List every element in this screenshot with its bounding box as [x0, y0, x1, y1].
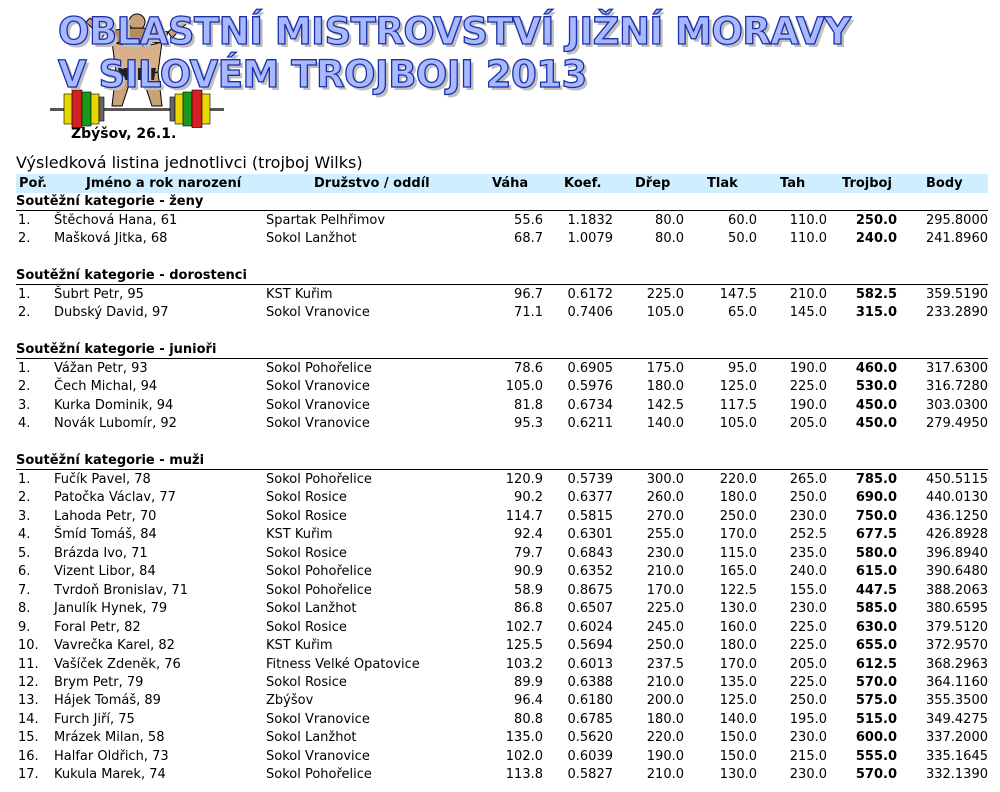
- cell-bench: 122.5: [719, 582, 757, 598]
- cell-squat: 190.0: [646, 748, 684, 764]
- cell-name: Vizent Libor, 84: [54, 564, 156, 580]
- cell-squat: 170.0: [646, 582, 684, 598]
- cell-name: Vážan Petr, 93: [54, 361, 148, 376]
- cell-points: 233.2890: [925, 305, 988, 321]
- cell-points: 450.5115: [925, 472, 988, 487]
- cell-bench: 95.0: [728, 361, 757, 376]
- cell-team: Sokol Rosice: [266, 545, 347, 561]
- cell-deadlift: 190.0: [789, 397, 827, 413]
- cell-coef: 1.1832: [567, 213, 613, 228]
- cell-deadlift: 190.0: [789, 361, 827, 376]
- table-row: [16, 638, 988, 656]
- place-date: Zbýšov, 26.1.: [71, 126, 177, 142]
- cell-deadlift: 250.0: [789, 693, 827, 709]
- cell-points: 380.6595: [925, 601, 988, 617]
- cell-total: 655.0: [855, 638, 897, 654]
- table-row: [16, 583, 988, 601]
- cell-total: 250.0: [855, 213, 897, 228]
- cell-name: Brym Petr, 79: [54, 674, 144, 690]
- cell-total: 580.0: [855, 545, 897, 561]
- cell-total: 600.0: [855, 730, 897, 746]
- cell-deadlift: 225.0: [789, 619, 827, 635]
- cell-deadlift: 230.0: [789, 601, 827, 617]
- cell-bench: 170.0: [719, 527, 757, 543]
- cell-points: 436.1250: [925, 508, 988, 524]
- table-row: [16, 767, 988, 785]
- cell-team: Sokol Vranovice: [266, 379, 370, 395]
- cell-squat: 210.0: [646, 564, 684, 580]
- category-divider: [16, 284, 988, 285]
- cell-rank: 17.: [18, 767, 39, 783]
- cell-points: 379.5120: [925, 619, 988, 635]
- cell-bench: 250.0: [719, 508, 757, 524]
- cell-team: Sokol Pohořelice: [266, 472, 372, 487]
- table-row: [16, 509, 988, 527]
- cell-points: 337.2000: [925, 730, 988, 746]
- cell-deadlift: 240.0: [789, 564, 827, 580]
- cell-deadlift: 110.0: [789, 213, 827, 228]
- col-header-name: Jméno a rok narození: [86, 176, 242, 191]
- cell-rank: 10.: [18, 638, 39, 654]
- cell-deadlift: 252.5: [789, 527, 827, 543]
- cell-name: Kurka Dominik, 94: [54, 397, 174, 413]
- cell-name: Furch Jiří, 75: [54, 711, 135, 727]
- cell-rank: 2.: [18, 305, 31, 321]
- cell-coef: 0.5827: [567, 767, 613, 783]
- cell-team: Sokol Vranovice: [266, 748, 370, 764]
- cell-bench: 117.5: [719, 397, 757, 413]
- table-row: [16, 472, 988, 490]
- cell-name: Čech Michal, 94: [54, 379, 158, 395]
- table-row: [16, 749, 988, 767]
- col-header-team: Družstvo / oddíl: [314, 176, 430, 191]
- table-row: [16, 361, 988, 379]
- cell-coef: 0.6377: [567, 490, 613, 506]
- cell-weight: 114.7: [505, 508, 543, 524]
- cell-coef: 0.6172: [567, 287, 613, 302]
- cell-name: Halfar Oldřich, 73: [54, 748, 169, 764]
- cell-rank: 4.: [18, 527, 31, 543]
- cell-coef: 0.8675: [567, 582, 613, 598]
- cell-weight: 78.6: [514, 361, 543, 376]
- cell-weight: 90.2: [514, 490, 543, 506]
- cell-name: Fučík Pavel, 78: [54, 472, 151, 487]
- cell-rank: 2.: [18, 231, 31, 247]
- cell-coef: 0.7406: [567, 305, 613, 321]
- cell-coef: 0.5739: [567, 472, 613, 487]
- category-title: Soutěžní kategorie - junioři: [16, 342, 217, 357]
- cell-total: 240.0: [855, 231, 897, 247]
- col-header-squat: Dřep: [635, 176, 671, 191]
- col-header-rank: Poř.: [19, 176, 47, 191]
- table-row: [16, 416, 988, 434]
- cell-team: Sokol Lanžhot: [266, 231, 357, 247]
- cell-total: 582.5: [855, 287, 897, 302]
- table-row: [16, 398, 988, 416]
- cell-points: 359.5190: [925, 287, 988, 302]
- cell-points: 241.8960: [925, 231, 988, 247]
- cell-coef: 0.6180: [567, 693, 613, 709]
- cell-points: 440.0130: [925, 490, 988, 506]
- cell-total: 690.0: [855, 490, 897, 506]
- cell-rank: 16.: [18, 748, 39, 764]
- cell-points: 349.4275: [925, 711, 988, 727]
- cell-points: 355.3500: [925, 693, 988, 709]
- cell-bench: 150.0: [719, 730, 757, 746]
- cell-squat: 210.0: [646, 767, 684, 783]
- cell-total: 612.5: [855, 656, 897, 672]
- cell-team: Sokol Rosice: [266, 508, 347, 524]
- cell-squat: 225.0: [646, 287, 684, 302]
- event-title-line-2: V SILOVÉM TROJBOJI 2013: [58, 53, 587, 96]
- cell-squat: 230.0: [646, 545, 684, 561]
- cell-name: Patočka Václav, 77: [54, 490, 176, 506]
- cell-rank: 6.: [18, 564, 31, 580]
- category-divider: [16, 358, 988, 359]
- category-divider: [16, 210, 988, 211]
- cell-rank: 5.: [18, 545, 31, 561]
- cell-team: Sokol Pohořelice: [266, 361, 372, 376]
- cell-rank: 3.: [18, 508, 31, 524]
- cell-total: 630.0: [855, 619, 897, 635]
- results-heading: Výsledková listina jednotlivci (trojboj Wilks): [16, 153, 363, 172]
- cell-rank: 14.: [18, 711, 39, 727]
- cell-team: Sokol Rosice: [266, 490, 347, 506]
- cell-deadlift: 225.0: [789, 379, 827, 395]
- cell-squat: 175.0: [646, 361, 684, 376]
- cell-team: KST Kuřim: [266, 638, 333, 654]
- cell-name: Kukula Marek, 74: [54, 767, 166, 783]
- cell-bench: 125.0: [719, 693, 757, 709]
- cell-team: Sokol Vranovice: [266, 416, 370, 432]
- cell-team: Sokol Pohořelice: [266, 582, 372, 598]
- cell-bench: 180.0: [719, 490, 757, 506]
- cell-rank: 1.: [18, 213, 31, 228]
- cell-team: Sokol Vranovice: [266, 305, 370, 321]
- cell-total: 615.0: [855, 564, 897, 580]
- cell-weight: 80.8: [514, 711, 543, 727]
- cell-coef: 0.5694: [567, 638, 613, 654]
- cell-squat: 105.0: [646, 305, 684, 321]
- cell-rank: 2.: [18, 490, 31, 506]
- cell-bench: 135.0: [719, 674, 757, 690]
- table-row: [16, 546, 988, 564]
- cell-rank: 7.: [18, 582, 31, 598]
- cell-bench: 50.0: [728, 231, 757, 247]
- cell-weight: 113.8: [505, 767, 543, 783]
- cell-team: Sokol Lanžhot: [266, 730, 357, 746]
- cell-weight: 102.0: [505, 748, 543, 764]
- category-title: Soutěžní kategorie - muži: [16, 453, 205, 468]
- cell-team: KST Kuřim: [266, 527, 333, 543]
- table-row: [16, 675, 988, 693]
- cell-total: 515.0: [855, 711, 897, 727]
- table-row: [16, 620, 988, 638]
- cell-weight: 81.8: [514, 397, 543, 413]
- cell-weight: 125.5: [505, 638, 543, 654]
- cell-total: 530.0: [855, 379, 897, 395]
- cell-deadlift: 225.0: [789, 674, 827, 690]
- category-divider: [16, 469, 988, 470]
- cell-weight: 90.9: [514, 564, 543, 580]
- cell-bench: 65.0: [728, 305, 757, 321]
- table-row: [16, 490, 988, 508]
- col-header-coef: Koef.: [564, 176, 602, 191]
- table-row: [16, 379, 988, 397]
- cell-deadlift: 155.0: [789, 582, 827, 598]
- cell-team: Sokol Pohořelice: [266, 767, 372, 783]
- cell-deadlift: 205.0: [789, 656, 827, 672]
- cell-points: 279.4950: [925, 416, 988, 432]
- cell-bench: 150.0: [719, 748, 757, 764]
- cell-rank: 3.: [18, 397, 31, 413]
- cell-name: Vašíček Zdeněk, 76: [54, 656, 181, 672]
- cell-squat: 250.0: [646, 638, 684, 654]
- cell-team: Sokol Pohořelice: [266, 564, 372, 580]
- cell-total: 315.0: [855, 305, 897, 321]
- cell-team: Fitness Velké Opatovice: [266, 656, 420, 672]
- table-row: [16, 305, 988, 323]
- cell-squat: 270.0: [646, 508, 684, 524]
- cell-team: Sokol Rosice: [266, 674, 347, 690]
- cell-squat: 237.5: [646, 656, 684, 672]
- table-row: [16, 712, 988, 730]
- cell-coef: 0.6013: [567, 656, 613, 672]
- table-row: [16, 287, 988, 305]
- cell-bench: 220.0: [719, 472, 757, 487]
- cell-squat: 255.0: [646, 527, 684, 543]
- cell-squat: 142.5: [646, 397, 684, 413]
- cell-points: 303.0300: [925, 397, 988, 413]
- cell-bench: 147.5: [719, 287, 757, 302]
- cell-weight: 92.4: [514, 527, 543, 543]
- cell-total: 450.0: [855, 397, 897, 413]
- cell-team: Sokol Rosice: [266, 619, 347, 635]
- cell-squat: 225.0: [646, 601, 684, 617]
- table-row: [16, 213, 988, 231]
- cell-deadlift: 230.0: [789, 767, 827, 783]
- cell-squat: 220.0: [646, 730, 684, 746]
- cell-rank: 9.: [18, 619, 31, 635]
- cell-squat: 200.0: [646, 693, 684, 709]
- cell-rank: 12.: [18, 674, 39, 690]
- cell-bench: 170.0: [719, 656, 757, 672]
- cell-weight: 135.0: [505, 730, 543, 746]
- cell-total: 585.0: [855, 601, 897, 617]
- cell-weight: 86.8: [514, 601, 543, 617]
- cell-coef: 0.6388: [567, 674, 613, 690]
- cell-total: 785.0: [855, 472, 897, 487]
- cell-deadlift: 145.0: [789, 305, 827, 321]
- cell-rank: 1.: [18, 287, 31, 302]
- cell-squat: 80.0: [655, 231, 684, 247]
- cell-weight: 120.9: [505, 472, 543, 487]
- cell-coef: 0.6843: [567, 545, 613, 561]
- cell-bench: 165.0: [719, 564, 757, 580]
- cell-coef: 1.0079: [567, 231, 613, 247]
- cell-coef: 0.5815: [567, 508, 613, 524]
- cell-name: Vavrečka Karel, 82: [54, 638, 175, 654]
- cell-points: 388.2063: [925, 582, 988, 598]
- cell-deadlift: 265.0: [789, 472, 827, 487]
- cell-bench: 115.0: [719, 545, 757, 561]
- cell-points: 295.8000: [925, 213, 988, 228]
- cell-squat: 300.0: [646, 472, 684, 487]
- cell-bench: 130.0: [719, 601, 757, 617]
- cell-points: 332.1390: [925, 767, 988, 783]
- cell-deadlift: 250.0: [789, 490, 827, 506]
- cell-total: 570.0: [855, 767, 897, 783]
- cell-weight: 95.3: [514, 416, 543, 432]
- cell-rank: 1.: [18, 361, 31, 376]
- cell-name: Mrázek Milan, 58: [54, 730, 165, 746]
- cell-rank: 2.: [18, 379, 31, 395]
- cell-squat: 245.0: [646, 619, 684, 635]
- cell-coef: 0.6507: [567, 601, 613, 617]
- cell-points: 335.1645: [925, 748, 988, 764]
- cell-total: 447.5: [855, 582, 897, 598]
- cell-rank: 13.: [18, 693, 39, 709]
- cell-coef: 0.6905: [567, 361, 613, 376]
- col-header-points: Body: [926, 176, 963, 191]
- cell-squat: 180.0: [646, 711, 684, 727]
- cell-rank: 1.: [18, 472, 31, 487]
- cell-squat: 260.0: [646, 490, 684, 506]
- cell-deadlift: 205.0: [789, 416, 827, 432]
- cell-total: 575.0: [855, 693, 897, 709]
- cell-bench: 180.0: [719, 638, 757, 654]
- cell-weight: 55.6: [514, 213, 543, 228]
- cell-rank: 15.: [18, 730, 39, 746]
- cell-coef: 0.6352: [567, 564, 613, 580]
- cell-total: 460.0: [855, 361, 897, 376]
- cell-name: Brázda Ivo, 71: [54, 545, 148, 561]
- cell-name: Mašková Jitka, 68: [54, 231, 168, 247]
- cell-coef: 0.6024: [567, 619, 613, 635]
- cell-total: 570.0: [855, 674, 897, 690]
- cell-bench: 140.0: [719, 711, 757, 727]
- cell-total: 555.0: [855, 748, 897, 764]
- cell-points: 317.6300: [925, 361, 988, 376]
- cell-squat: 80.0: [655, 213, 684, 228]
- cell-total: 677.5: [855, 527, 897, 543]
- table-row: [16, 564, 988, 582]
- col-header-total: Trojboj: [842, 176, 892, 191]
- cell-weight: 105.0: [505, 379, 543, 395]
- cell-deadlift: 235.0: [789, 545, 827, 561]
- cell-weight: 79.7: [514, 545, 543, 561]
- cell-weight: 58.9: [514, 582, 543, 598]
- cell-name: Tvrdoň Bronislav, 71: [54, 582, 188, 598]
- cell-weight: 96.4: [514, 693, 543, 709]
- cell-bench: 125.0: [719, 379, 757, 395]
- cell-name: Štěchová Hana, 61: [54, 213, 178, 228]
- table-row: [16, 601, 988, 619]
- cell-coef: 0.5620: [567, 730, 613, 746]
- cell-deadlift: 225.0: [789, 638, 827, 654]
- cell-name: Novák Lubomír, 92: [54, 416, 177, 432]
- col-header-deadlift: Tah: [780, 176, 806, 191]
- cell-squat: 180.0: [646, 379, 684, 395]
- table-row: [16, 657, 988, 675]
- cell-team: Sokol Vranovice: [266, 711, 370, 727]
- cell-bench: 130.0: [719, 767, 757, 783]
- cell-deadlift: 215.0: [789, 748, 827, 764]
- col-header-weight: Váha: [492, 176, 529, 191]
- table-row: [16, 527, 988, 545]
- col-header-bench: Tlak: [707, 176, 738, 191]
- cell-name: Dubský David, 97: [54, 305, 169, 321]
- cell-coef: 0.6734: [567, 397, 613, 413]
- cell-deadlift: 230.0: [789, 508, 827, 524]
- cell-coef: 0.6211: [567, 416, 613, 432]
- cell-squat: 140.0: [646, 416, 684, 432]
- cell-team: KST Kuřim: [266, 287, 333, 302]
- cell-bench: 105.0: [719, 416, 757, 432]
- cell-team: Sokol Vranovice: [266, 397, 370, 413]
- cell-rank: 8.: [18, 601, 31, 617]
- cell-name: Šubrt Petr, 95: [54, 287, 144, 302]
- cell-name: Šmíd Tomáš, 84: [54, 527, 157, 543]
- cell-weight: 102.7: [505, 619, 543, 635]
- cell-points: 316.7280: [925, 379, 988, 395]
- cell-bench: 60.0: [728, 213, 757, 228]
- cell-bench: 160.0: [719, 619, 757, 635]
- cell-weight: 71.1: [514, 305, 543, 321]
- cell-rank: 11.: [18, 656, 39, 672]
- category-title: Soutěžní kategorie - ženy: [16, 194, 204, 209]
- cell-team: Zbýšov: [266, 693, 314, 709]
- cell-points: 390.6480: [925, 564, 988, 580]
- cell-points: 372.9570: [925, 638, 988, 654]
- cell-coef: 0.5976: [567, 379, 613, 395]
- cell-rank: 4.: [18, 416, 31, 432]
- cell-points: 368.2963: [925, 656, 988, 672]
- cell-name: Hájek Tomáš, 89: [54, 693, 161, 709]
- cell-weight: 89.9: [514, 674, 543, 690]
- cell-weight: 103.2: [505, 656, 543, 672]
- cell-coef: 0.6039: [567, 748, 613, 764]
- cell-coef: 0.6785: [567, 711, 613, 727]
- cell-deadlift: 210.0: [789, 287, 827, 302]
- event-title-line-1: OBLASTNÍ MISTROVSTVÍ JIŽNÍ MORAVY: [58, 10, 851, 53]
- cell-team: Sokol Lanžhot: [266, 601, 357, 617]
- cell-total: 750.0: [855, 508, 897, 524]
- cell-points: 426.8928: [925, 527, 988, 543]
- cell-weight: 68.7: [514, 231, 543, 247]
- table-header: [16, 174, 988, 193]
- cell-deadlift: 110.0: [789, 231, 827, 247]
- cell-deadlift: 195.0: [789, 711, 827, 727]
- cell-deadlift: 230.0: [789, 730, 827, 746]
- table-row: [16, 693, 988, 711]
- cell-squat: 210.0: [646, 674, 684, 690]
- table-row: [16, 730, 988, 748]
- table-row: [16, 231, 988, 249]
- cell-name: Lahoda Petr, 70: [54, 508, 157, 524]
- cell-points: 396.8940: [925, 545, 988, 561]
- cell-team: Spartak Pelhřimov: [266, 213, 386, 228]
- cell-weight: 96.7: [514, 287, 543, 302]
- cell-points: 364.1160: [925, 674, 988, 690]
- category-title: Soutěžní kategorie - dorostenci: [16, 268, 247, 283]
- cell-coef: 0.6301: [567, 527, 613, 543]
- cell-name: Foral Petr, 82: [54, 619, 141, 635]
- cell-total: 450.0: [855, 416, 897, 432]
- cell-name: Janulík Hynek, 79: [54, 601, 168, 617]
